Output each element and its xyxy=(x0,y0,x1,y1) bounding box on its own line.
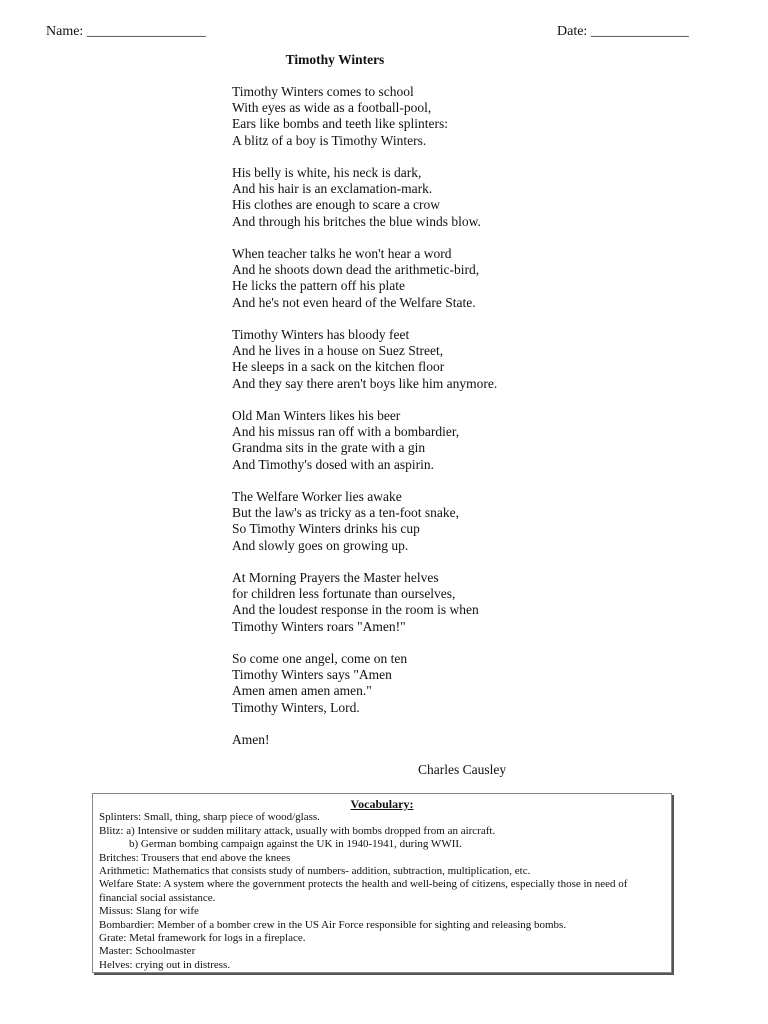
vocabulary-entry: Bombardier: Member of a bomber crew in the US Air Force responsible for sighting and releasing bombs. xyxy=(99,918,567,931)
poem-line: for children less fortunate than ourselves, xyxy=(232,586,456,602)
date-field-label: Date: ______________ xyxy=(557,24,689,39)
poem-line: Grandma sits in the grate with a gin xyxy=(232,440,426,456)
stanza-4 xyxy=(232,327,497,392)
poem-line: With eyes as wide as a football-pool, xyxy=(232,100,432,116)
vocabulary-title: Vocabulary: xyxy=(350,797,414,811)
poem-line: And his missus ran off with a bombardier, xyxy=(232,424,460,440)
poem-line: Old Man Winters likes his beer xyxy=(232,408,401,423)
poem-body xyxy=(232,84,497,764)
poem-line: His clothes are enough to scare a crow xyxy=(232,197,441,213)
vocabulary-entry: Arithmetic: Mathematics that consists study of numbers- addition, subtraction, multiplication, etc. xyxy=(99,865,531,878)
vocabulary-entry: Grate: Metal framework for logs in a fireplace. xyxy=(99,932,306,945)
poem-line: And Timothy's dosed with an aspirin. xyxy=(232,456,434,472)
poem-line: And he shoots down dead the arithmetic-bird, xyxy=(232,262,480,278)
poem-line: His belly is white, his neck is dark, xyxy=(232,165,422,180)
poem-title: Timothy Winters xyxy=(285,52,385,67)
stanza-7 xyxy=(232,570,497,635)
poem-line: Amen! xyxy=(232,732,270,747)
poem-line: Timothy Winters, Lord. xyxy=(232,699,360,715)
poem-line: Ears like bombs and teeth like splinters: xyxy=(232,116,448,132)
stanza-2 xyxy=(232,165,497,230)
poem-line: So come one angel, come on ten xyxy=(232,651,408,666)
poem-line: The Welfare Worker lies awake xyxy=(232,489,402,504)
poem-line: When teacher talks he won't hear a word xyxy=(232,246,452,261)
vocabulary-entry: Splinters: Small, thing, sharp piece of wood/glass. xyxy=(99,811,320,824)
poem-line: And slowly goes on growing up. xyxy=(232,537,409,553)
poem-line: So Timothy Winters drinks his cup xyxy=(232,521,420,537)
poem-line: He licks the pattern off his plate xyxy=(232,278,405,294)
poem-line: And he lives in a house on Suez Street, xyxy=(232,343,444,359)
stanza-6 xyxy=(232,489,497,554)
name-field-label: Name: _________________ xyxy=(46,24,206,39)
poem-line: Timothy Winters roars "Amen!" xyxy=(232,618,406,634)
poem-line: Amen amen amen amen." xyxy=(232,683,372,699)
stanza-9 xyxy=(232,732,497,748)
poem-author: Charles Causley xyxy=(418,762,507,777)
poem-line: But the law's as tricky as a ten-foot snake, xyxy=(232,505,459,521)
poem-line: A blitz of a boy is Timothy Winters. xyxy=(232,132,427,148)
poem-line: And his hair is an exclamation-mark. xyxy=(232,181,433,197)
stanza-5 xyxy=(232,408,497,473)
poem-line: And through his britches the blue winds blow. xyxy=(232,213,481,229)
poem-title-wrap xyxy=(0,52,768,68)
poem-line: Timothy Winters comes to school xyxy=(232,84,414,99)
vocabulary-entry: Welfare State: A system where the government protects the health and well-being of citizens, especially those in need of financial social assistance. xyxy=(99,878,628,904)
poem-line: And he's not even heard of the Welfare State. xyxy=(232,294,476,310)
vocabulary-entry: b) German bombing campaign against the UK in 1940-1941, during WWII. xyxy=(129,838,462,851)
vocabulary-entry: Missus: Slang for wife xyxy=(99,905,199,918)
vocabulary-entry: Blitz: a) Intensive or sudden military attack, usually with bombs dropped from an aircraft. xyxy=(99,824,496,837)
poem-line: And the loudest response in the room is when xyxy=(232,602,479,618)
poem-line: He sleeps in a sack on the kitchen floor xyxy=(232,359,445,375)
stanza-8 xyxy=(232,651,497,716)
poem-line: Timothy Winters has bloody feet xyxy=(232,327,410,342)
vocabulary-entry: Britches: Trousers that end above the knees xyxy=(99,851,291,864)
vocabulary-entry: Master: Schoolmaster xyxy=(99,945,196,958)
poem-line: At Morning Prayers the Master helves xyxy=(232,570,439,585)
vocabulary-box xyxy=(92,793,672,973)
poem-line: Timothy Winters says "Amen xyxy=(232,667,392,683)
vocabulary-entry: Helves: crying out in distress. xyxy=(99,958,231,971)
stanza-1 xyxy=(232,84,497,149)
poem-line: And they say there aren't boys like him anymore. xyxy=(232,375,498,391)
stanza-3 xyxy=(232,246,497,311)
